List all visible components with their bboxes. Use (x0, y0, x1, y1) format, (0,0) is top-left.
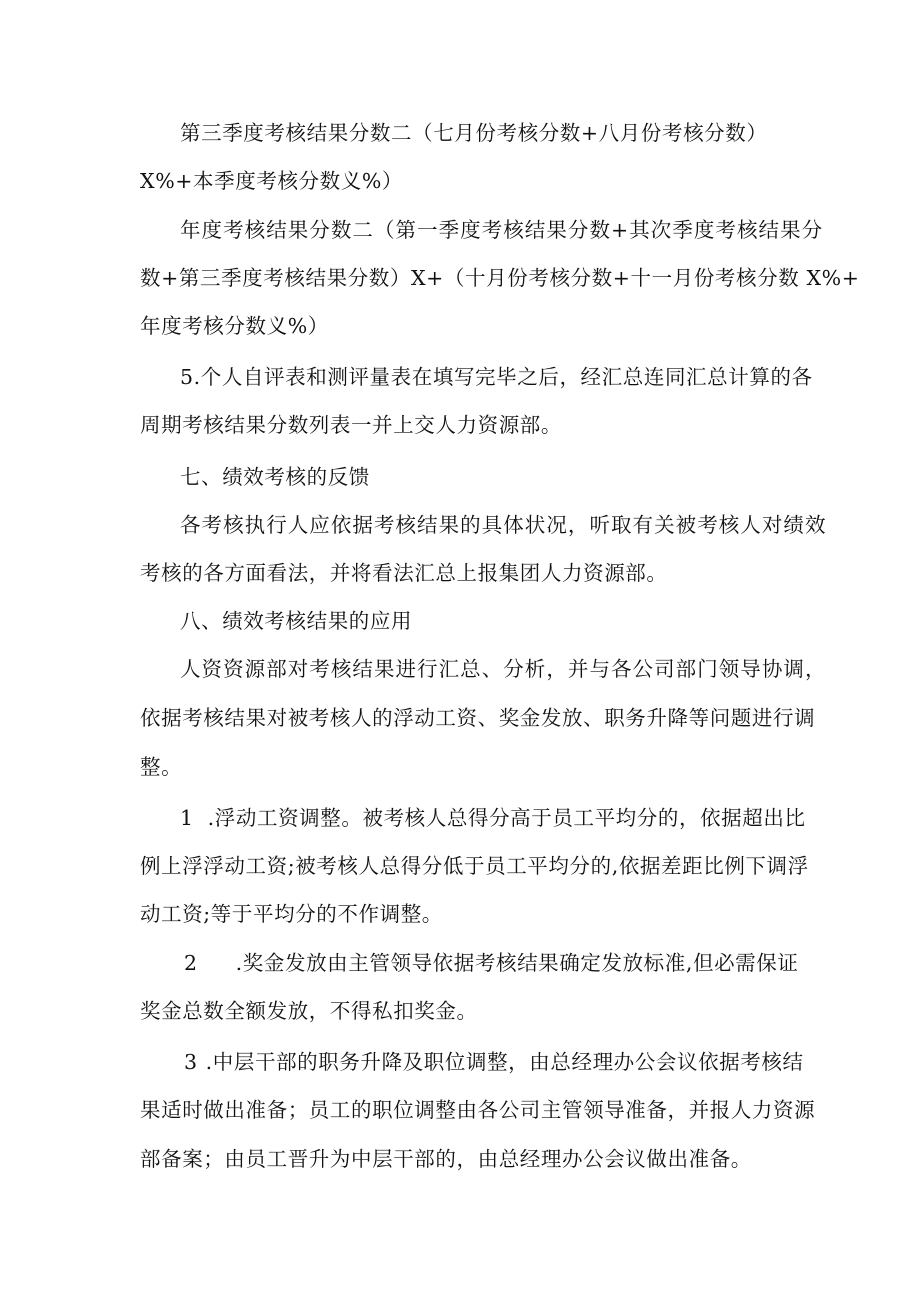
text-line: 年度考核结果分数二（第一季度考核结果分数+其次季度考核结果分 (180, 218, 824, 242)
text-line: 数+第三季度考核结果分数）X+（十月份考核分数+十一月份考核分数 X%+ (140, 266, 860, 290)
list-item-2 (184, 948, 799, 978)
text-line: 5.个人自评表和测评量表在填写完毕之后，经汇总连同汇总计算的各 (180, 365, 813, 389)
list-item-1 (180, 803, 806, 833)
section-heading: 八、绩效考核结果的应用 (180, 609, 413, 633)
text-line: 奖金总数全额发放，不得私扣奖金。 (140, 999, 478, 1023)
section-heading: 七、绩效考核的反馈 (180, 465, 370, 489)
text-line: 周期考核结果分数列表一并上交人力资源部。 (140, 413, 562, 437)
text-line: 人资资源部对考核结果进行汇总、分析，并与各公司部门领导协调， (180, 657, 827, 681)
text-line: .奖金发放由主管领导依据考核结果确定发放标准,但必需保证 (235, 951, 799, 975)
list-number: 3 (184, 1050, 198, 1074)
text-line: 例上浮浮动工资;被考核人总得分低于员工平均分的,依据差距比例下调浮 (140, 854, 809, 878)
text-line: .浮动工资调整。被考核人总得分高于员工平均分的，依据超出比 (207, 806, 806, 830)
text-line: 依据考核结果对被考核人的浮动工资、奖金发放、职务升降等问题进行调 (140, 706, 816, 730)
text-line: .中层干部的职务升降及职位调整，由总经理办公会议依据考核结 (205, 1050, 804, 1074)
text-line: X%+本季度考核分数义%） (140, 169, 404, 193)
text-line: 部备案；由员工晋升为中层干部的，由总经理办公会议做出准备。 (140, 1147, 752, 1171)
list-item-3 (184, 1047, 804, 1077)
list-number: 1 (180, 806, 194, 830)
text-line: 动工资;等于平均分的不作调整。 (140, 902, 443, 926)
text-line: 考核的各方面看法，并将看法汇总上报集团人力资源部。 (140, 561, 668, 585)
text-line: 果适时做出准备；员工的职位调整由各公司主管领导准备，并报人力资源 (140, 1098, 816, 1122)
list-number: 2 (184, 951, 198, 975)
text-line: 各考核执行人应依据考核结果的具体状况，听取有关被考核人对绩效 (180, 513, 827, 537)
text-line: 年度考核分数义%） (140, 314, 329, 338)
text-line: 整。 (140, 755, 183, 779)
text-line: 第三季度考核结果分数二（七月份考核分数+八月份考核分数） (180, 121, 768, 145)
